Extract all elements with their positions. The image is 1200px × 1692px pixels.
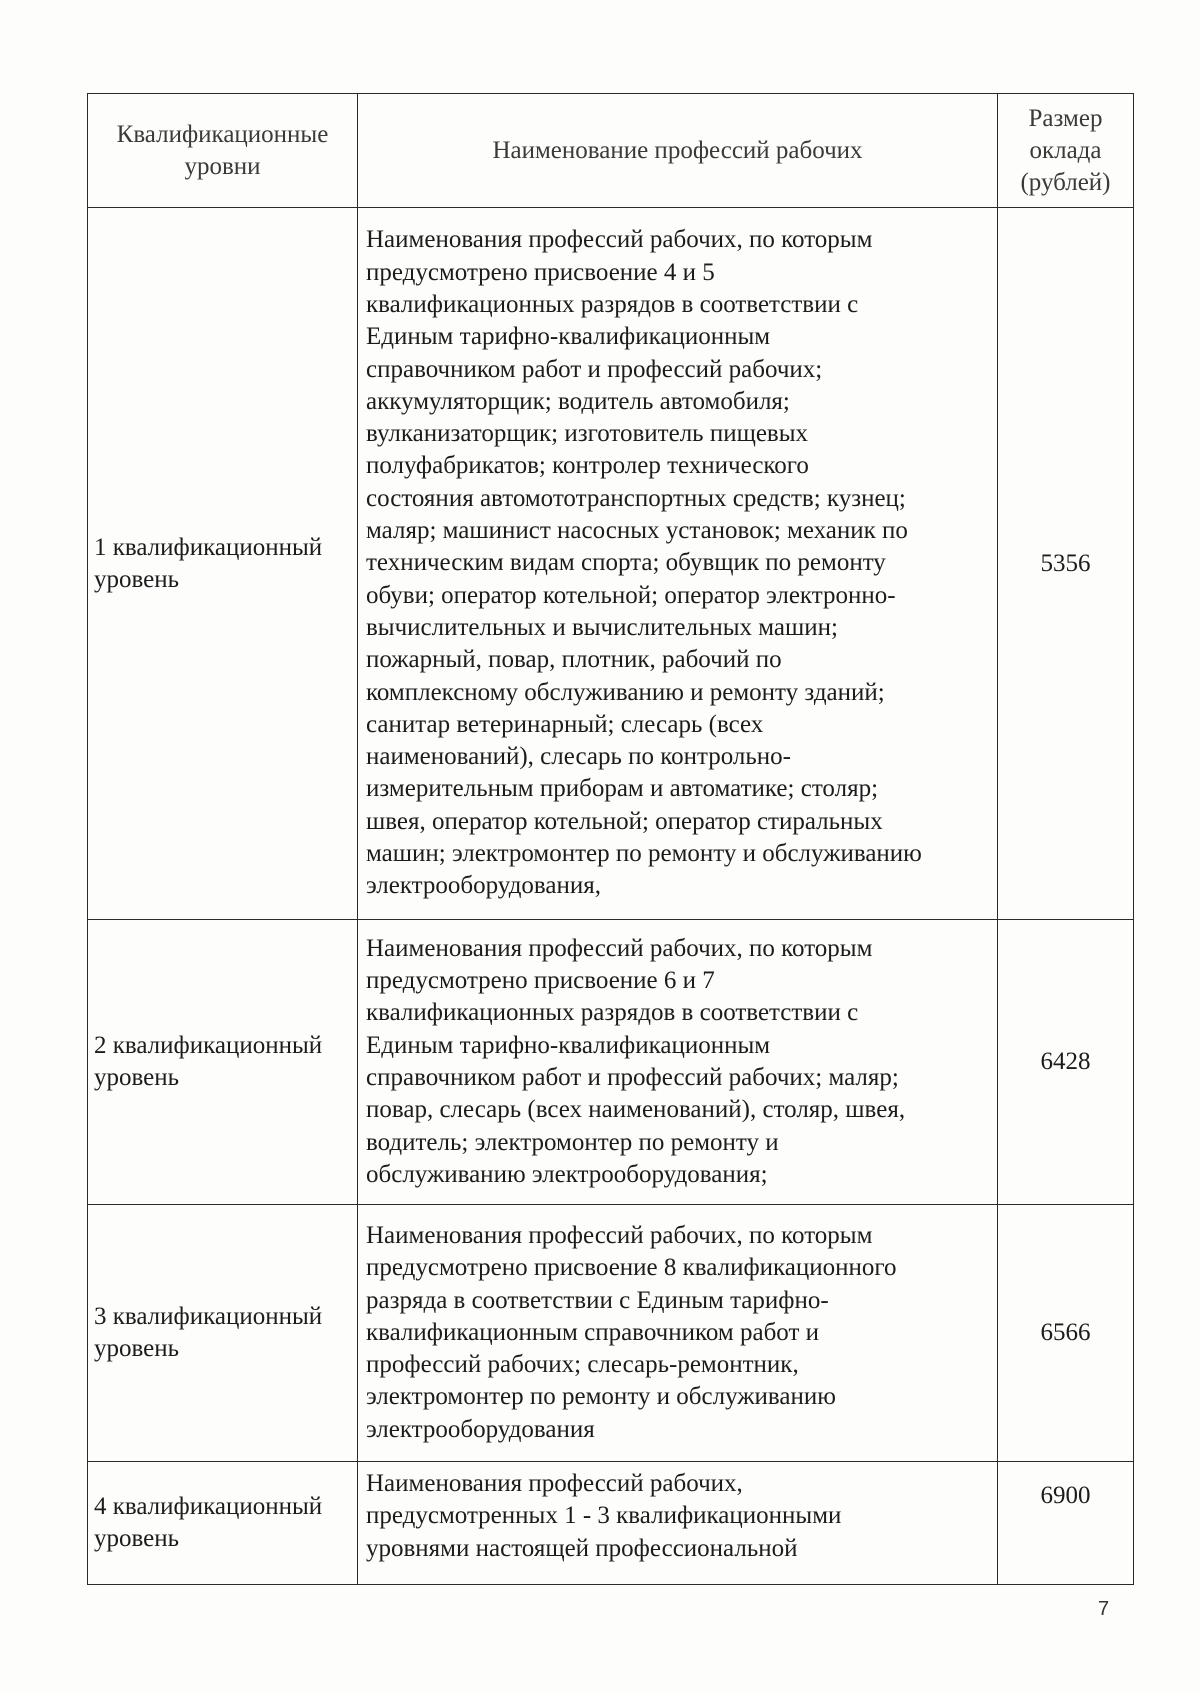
salary-cell: 6566 [998,1205,1134,1462]
header-salary-line-2: оклада [1029,136,1102,164]
header-salary-line-3: (рублей) [1020,168,1111,196]
level-cell [88,208,358,920]
header-salary [998,94,1134,208]
level-line-1: 4 квалификационный [94,1493,323,1520]
level-cell [88,1205,358,1462]
level-cell [88,1462,358,1585]
table-row [88,1205,1134,1462]
salary-cell: 6900 [998,1462,1134,1585]
header-level-line-2: уровни [184,152,261,180]
table-row [88,920,1134,1205]
level-line-2: уровень [94,1064,180,1091]
description-cell: Наименования профессий рабочих, предусмотренных 1 - 3 квалификационными уровнями настоящей профессиональной [358,1462,998,1585]
level-line-2: уровень [94,565,180,593]
table-row [88,208,1134,920]
table-row [88,1462,1134,1585]
header-profession [358,94,998,208]
level-line-1: 3 квалификационный [94,1303,323,1330]
professions-salary-table [87,93,1134,1585]
level-line-1: 1 квалификационный [94,533,323,561]
description-cell: Наименования профессий рабочих, по которым предусмотрено присвоение 4 и 5 квалификационных разрядов в соответствии с Единым тарифно-квалификационным справочником работ и профессий рабочих; аккумуляторщик; водитель автомобиля; вулканизаторщик; изготовитель пищевых полуфабрикатов; контролер технического состояния автомототранспортных средств; кузнец; маляр; машинист насосных установок; механик по техническим видам спорта; обувщик по ремонту обуви; оператор котельной; оператор электронно- вычислительных и вычислительных машин; пожарный, повар, плотник, рабочий по комплексному обслуживанию и ремонту зданий; санитар ветеринарный; слесарь (всех наименований), слесарь по контрольно- измерительным приборам и автоматике; столяр; швея, оператор котельной; оператор стиральных машин; электромонтер по ремонту и обслуживанию электрооборудования, [358,208,998,920]
header-profession-text: Наименование профессий рабочих [492,136,863,164]
page-number: 7 [1098,1598,1110,1620]
table-header-row [88,94,1134,208]
header-salary-line-1: Размер [1028,104,1103,132]
description-cell: Наименования профессий рабочих, по которым предусмотрено присвоение 6 и 7 квалификационных разрядов в соответствии с Единым тарифно-квалификационным справочником работ и профессий рабочих; маляр; повар, слесарь (всех наименований), столяр, швея, водитель; электромонтер по ремонту и обслуживанию электрооборудования; [358,920,998,1205]
level-line-1: 2 квалификационный [94,1032,323,1059]
description-cell: Наименования профессий рабочих, по которым предусмотрено присвоение 8 квалификационного разряда в соответствии с Единым тарифно- квалификационным справочником работ и профессий рабочих; слесарь-ремонтник, электромонтер по ремонту и обслуживанию электрооборудования [358,1205,998,1462]
level-cell [88,920,358,1205]
header-level-line-1: Квалификационные [116,120,329,148]
salary-cell: 5356 [998,208,1134,920]
salary-cell: 6428 [998,920,1134,1205]
header-level [88,94,358,208]
level-line-2: уровень [94,1525,180,1552]
level-line-2: уровень [94,1335,180,1362]
